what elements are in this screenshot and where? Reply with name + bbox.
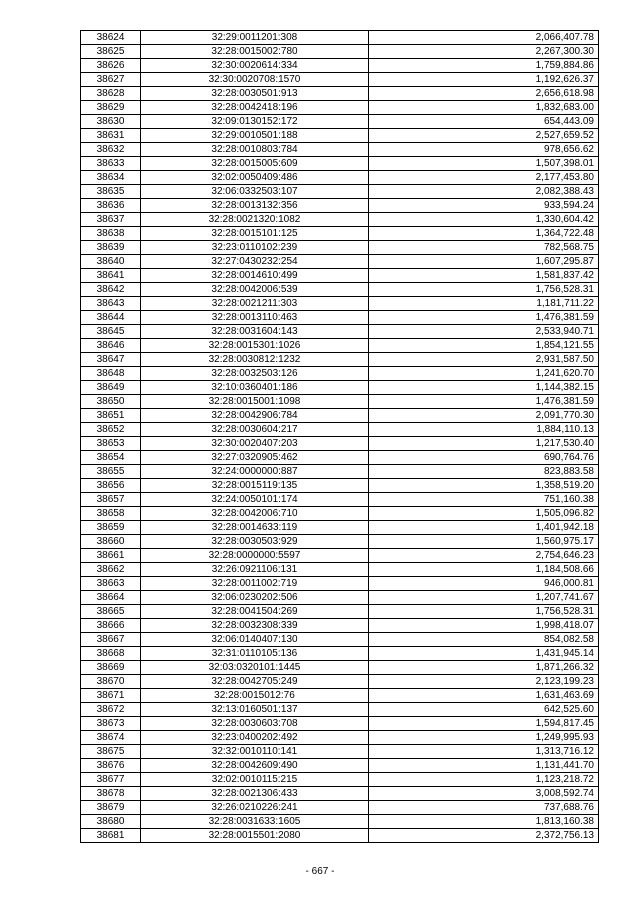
cadastral-number-cell: 32:28:0015012:76 (141, 689, 369, 703)
record-number-cell: 38653 (81, 437, 141, 451)
amount-cell: 2,066,407.78 (369, 31, 599, 45)
cadastral-number-cell: 32:28:0000000:5597 (141, 549, 369, 563)
record-number-cell: 38635 (81, 185, 141, 199)
amount-cell: 654,443.09 (369, 115, 599, 129)
table-row (81, 619, 599, 633)
table-row (81, 101, 599, 115)
amount-cell: 782,568.75 (369, 241, 599, 255)
page-number: - 667 - (305, 866, 335, 877)
table-row (81, 465, 599, 479)
record-number-cell: 38636 (81, 199, 141, 213)
cadastral-number-cell: 32:28:0011002:719 (141, 577, 369, 591)
table-row (81, 227, 599, 241)
amount-cell: 3,008,592.74 (369, 787, 599, 801)
cadastral-number-cell: 32:28:0030503:929 (141, 535, 369, 549)
cadastral-number-cell: 32:28:0015005:609 (141, 157, 369, 171)
table-row (81, 213, 599, 227)
cadastral-number-cell: 32:28:0042906:784 (141, 409, 369, 423)
record-number-cell: 38664 (81, 591, 141, 605)
cadastral-number-cell: 32:29:0011201:308 (141, 31, 369, 45)
amount-cell: 1,594,817.45 (369, 717, 599, 731)
amount-cell: 1,364,722.48 (369, 227, 599, 241)
record-number-cell: 38654 (81, 451, 141, 465)
table-row (81, 745, 599, 759)
record-number-cell: 38627 (81, 73, 141, 87)
table-row (81, 451, 599, 465)
record-number-cell: 38641 (81, 269, 141, 283)
ledger-table-body (81, 31, 599, 843)
record-number-cell: 38679 (81, 801, 141, 815)
table-row (81, 493, 599, 507)
amount-cell: 1,607,295.87 (369, 255, 599, 269)
record-number-cell: 38642 (81, 283, 141, 297)
cadastral-number-cell: 32:28:0015101:125 (141, 227, 369, 241)
cadastral-number-cell: 32:03:0320101:1445 (141, 661, 369, 675)
record-number-cell: 38639 (81, 241, 141, 255)
record-number-cell: 38629 (81, 101, 141, 115)
table-row (81, 423, 599, 437)
amount-cell: 2,931,587.50 (369, 353, 599, 367)
record-number-cell: 38655 (81, 465, 141, 479)
table-row (81, 661, 599, 675)
record-number-cell: 38678 (81, 787, 141, 801)
record-number-cell: 38630 (81, 115, 141, 129)
table-row (81, 171, 599, 185)
cadastral-number-cell: 32:02:0010115:215 (141, 773, 369, 787)
table-row (81, 381, 599, 395)
record-number-cell: 38634 (81, 171, 141, 185)
cadastral-number-cell: 32:27:0430232:254 (141, 255, 369, 269)
record-number-cell: 38677 (81, 773, 141, 787)
table-row (81, 73, 599, 87)
record-number-cell: 38628 (81, 87, 141, 101)
record-number-cell: 38637 (81, 213, 141, 227)
amount-cell: 2,372,756.13 (369, 829, 599, 843)
amount-cell: 1,756,528.31 (369, 605, 599, 619)
cadastral-number-cell: 32:28:0030812:1232 (141, 353, 369, 367)
amount-cell: 854,082.58 (369, 633, 599, 647)
cadastral-number-cell: 32:28:0015119:135 (141, 479, 369, 493)
record-number-cell: 38626 (81, 59, 141, 73)
amount-cell: 933,594.24 (369, 199, 599, 213)
cadastral-number-cell: 32:28:0021306:433 (141, 787, 369, 801)
ledger-table (80, 30, 599, 843)
record-number-cell: 38669 (81, 661, 141, 675)
cadastral-number-cell: 32:26:0210226:241 (141, 801, 369, 815)
table-row (81, 479, 599, 493)
table-row (81, 87, 599, 101)
record-number-cell: 38665 (81, 605, 141, 619)
cadastral-number-cell: 32:30:0020708:1570 (141, 73, 369, 87)
cadastral-number-cell: 32:06:0230202:506 (141, 591, 369, 605)
table-row (81, 563, 599, 577)
record-number-cell: 38663 (81, 577, 141, 591)
amount-cell: 1,505,096.82 (369, 507, 599, 521)
record-number-cell: 38650 (81, 395, 141, 409)
table-row (81, 605, 599, 619)
table-row (81, 269, 599, 283)
amount-cell: 823,883.58 (369, 465, 599, 479)
table-row (81, 241, 599, 255)
cadastral-number-cell: 32:28:0042705:249 (141, 675, 369, 689)
table-row (81, 311, 599, 325)
cadastral-number-cell: 32:06:0332503:107 (141, 185, 369, 199)
cadastral-number-cell: 32:26:0921106:131 (141, 563, 369, 577)
amount-cell: 1,358,519.20 (369, 479, 599, 493)
table-row (81, 829, 599, 843)
record-number-cell: 38656 (81, 479, 141, 493)
cadastral-number-cell: 32:28:0042006:710 (141, 507, 369, 521)
amount-cell: 1,131,441.70 (369, 759, 599, 773)
table-row (81, 689, 599, 703)
record-number-cell: 38645 (81, 325, 141, 339)
record-number-cell: 38647 (81, 353, 141, 367)
table-row (81, 157, 599, 171)
amount-cell: 2,091,770.30 (369, 409, 599, 423)
table-row (81, 703, 599, 717)
record-number-cell: 38680 (81, 815, 141, 829)
cadastral-number-cell: 32:30:0020407:203 (141, 437, 369, 451)
table-row (81, 115, 599, 129)
amount-cell: 642,525.60 (369, 703, 599, 717)
record-number-cell: 38638 (81, 227, 141, 241)
table-row (81, 367, 599, 381)
cadastral-number-cell: 32:28:0031604:143 (141, 325, 369, 339)
cadastral-number-cell: 32:28:0030603:708 (141, 717, 369, 731)
table-row (81, 801, 599, 815)
cadastral-number-cell: 32:28:0014610:499 (141, 269, 369, 283)
record-number-cell: 38657 (81, 493, 141, 507)
record-number-cell: 38666 (81, 619, 141, 633)
cadastral-number-cell: 32:30:0020614:334 (141, 59, 369, 73)
cadastral-number-cell: 32:28:0015001:1098 (141, 395, 369, 409)
table-row (81, 731, 599, 745)
amount-cell: 1,871,266.32 (369, 661, 599, 675)
cadastral-number-cell: 32:28:0041504:269 (141, 605, 369, 619)
table-row (81, 395, 599, 409)
record-number-cell: 38658 (81, 507, 141, 521)
amount-cell: 978,656.62 (369, 143, 599, 157)
cadastral-number-cell: 32:28:0013110:463 (141, 311, 369, 325)
record-number-cell: 38673 (81, 717, 141, 731)
record-number-cell: 38674 (81, 731, 141, 745)
table-row (81, 521, 599, 535)
table-row (81, 577, 599, 591)
table-row (81, 339, 599, 353)
cadastral-number-cell: 32:02:0050409:486 (141, 171, 369, 185)
amount-cell: 1,249,995.93 (369, 731, 599, 745)
record-number-cell: 38633 (81, 157, 141, 171)
amount-cell: 1,401,942.18 (369, 521, 599, 535)
amount-cell: 1,181,711.22 (369, 297, 599, 311)
amount-cell: 1,123,218.72 (369, 773, 599, 787)
record-number-cell: 38661 (81, 549, 141, 563)
record-number-cell: 38676 (81, 759, 141, 773)
cadastral-number-cell: 32:28:0031633:1605 (141, 815, 369, 829)
amount-cell: 1,631,463.69 (369, 689, 599, 703)
record-number-cell: 38675 (81, 745, 141, 759)
table-row (81, 297, 599, 311)
record-number-cell: 38659 (81, 521, 141, 535)
cadastral-number-cell: 32:28:0015002:780 (141, 45, 369, 59)
amount-cell: 2,754,646.23 (369, 549, 599, 563)
table-row (81, 675, 599, 689)
amount-cell: 1,759,884.86 (369, 59, 599, 73)
cadastral-number-cell: 32:28:0015501:2080 (141, 829, 369, 843)
record-number-cell: 38662 (81, 563, 141, 577)
cadastral-number-cell: 32:24:0000000:887 (141, 465, 369, 479)
cadastral-number-cell: 32:28:0015301:1026 (141, 339, 369, 353)
amount-cell: 2,656,618.98 (369, 87, 599, 101)
amount-cell: 1,854,121.55 (369, 339, 599, 353)
cadastral-number-cell: 32:28:0042609:490 (141, 759, 369, 773)
cadastral-number-cell: 32:28:0032503:126 (141, 367, 369, 381)
amount-cell: 1,330,604.42 (369, 213, 599, 227)
cadastral-number-cell: 32:28:0010803:784 (141, 143, 369, 157)
table-row (81, 59, 599, 73)
amount-cell: 1,476,381.59 (369, 395, 599, 409)
amount-cell: 1,756,528.31 (369, 283, 599, 297)
record-number-cell: 38652 (81, 423, 141, 437)
table-row (81, 759, 599, 773)
record-number-cell: 38667 (81, 633, 141, 647)
table-row (81, 549, 599, 563)
record-number-cell: 38632 (81, 143, 141, 157)
table-row (81, 325, 599, 339)
amount-cell: 1,998,418.07 (369, 619, 599, 633)
amount-cell: 1,813,160.38 (369, 815, 599, 829)
table-row (81, 31, 599, 45)
table-row (81, 199, 599, 213)
amount-cell: 1,560,975.17 (369, 535, 599, 549)
amount-cell: 2,177,453.80 (369, 171, 599, 185)
amount-cell: 2,267,300.30 (369, 45, 599, 59)
amount-cell: 2,082,388.43 (369, 185, 599, 199)
table-row (81, 647, 599, 661)
table-row (81, 773, 599, 787)
record-number-cell: 38631 (81, 129, 141, 143)
amount-cell: 751,160.38 (369, 493, 599, 507)
table-row (81, 409, 599, 423)
cadastral-number-cell: 32:32:0010110:141 (141, 745, 369, 759)
cadastral-number-cell: 32:27:0320905:462 (141, 451, 369, 465)
record-number-cell: 38644 (81, 311, 141, 325)
amount-cell: 1,884,110.13 (369, 423, 599, 437)
record-number-cell: 38646 (81, 339, 141, 353)
cadastral-number-cell: 32:06:0140407:130 (141, 633, 369, 647)
cadastral-number-cell: 32:28:0030501:913 (141, 87, 369, 101)
table-row (81, 143, 599, 157)
record-number-cell: 38649 (81, 381, 141, 395)
cadastral-number-cell: 32:24:0050101:174 (141, 493, 369, 507)
record-number-cell: 38624 (81, 31, 141, 45)
table-row (81, 45, 599, 59)
cadastral-number-cell: 32:28:0032308:339 (141, 619, 369, 633)
record-number-cell: 38668 (81, 647, 141, 661)
table-row (81, 185, 599, 199)
record-number-cell: 38625 (81, 45, 141, 59)
cadastral-number-cell: 32:29:0010501:188 (141, 129, 369, 143)
amount-cell: 1,144,382.15 (369, 381, 599, 395)
cadastral-number-cell: 32:31:0110105:136 (141, 647, 369, 661)
record-number-cell: 38648 (81, 367, 141, 381)
amount-cell: 1,184,508.66 (369, 563, 599, 577)
table-row (81, 255, 599, 269)
amount-cell: 1,581,837.42 (369, 269, 599, 283)
cadastral-number-cell: 32:23:0110102:239 (141, 241, 369, 255)
table-row (81, 507, 599, 521)
table-row (81, 633, 599, 647)
record-number-cell: 38651 (81, 409, 141, 423)
table-row (81, 717, 599, 731)
amount-cell: 690,764.76 (369, 451, 599, 465)
amount-cell: 1,476,381.59 (369, 311, 599, 325)
cadastral-number-cell: 32:28:0013132:356 (141, 199, 369, 213)
cadastral-number-cell: 32:28:0042418:196 (141, 101, 369, 115)
table-row (81, 591, 599, 605)
table-row (81, 353, 599, 367)
cadastral-number-cell: 32:09:0130152:172 (141, 115, 369, 129)
cadastral-number-cell: 32:23:0400202:492 (141, 731, 369, 745)
cadastral-number-cell: 32:28:0014633:119 (141, 521, 369, 535)
table-row (81, 815, 599, 829)
amount-cell: 1,207,741.67 (369, 591, 599, 605)
amount-cell: 1,192,626.37 (369, 73, 599, 87)
record-number-cell: 38643 (81, 297, 141, 311)
cadastral-number-cell: 32:28:0042006:539 (141, 283, 369, 297)
table-row (81, 129, 599, 143)
cadastral-number-cell: 32:13:0160501:137 (141, 703, 369, 717)
amount-cell: 1,241,620.70 (369, 367, 599, 381)
record-number-cell: 38640 (81, 255, 141, 269)
table-row (81, 283, 599, 297)
record-number-cell: 38681 (81, 829, 141, 843)
amount-cell: 1,431,945.14 (369, 647, 599, 661)
table-row (81, 535, 599, 549)
amount-cell: 1,832,683.00 (369, 101, 599, 115)
cadastral-number-cell: 32:28:0021320:1082 (141, 213, 369, 227)
table-row (81, 437, 599, 451)
record-number-cell: 38672 (81, 703, 141, 717)
amount-cell: 2,533,940.71 (369, 325, 599, 339)
amount-cell: 2,123,199.23 (369, 675, 599, 689)
amount-cell: 1,313,716.12 (369, 745, 599, 759)
amount-cell: 1,217,530.40 (369, 437, 599, 451)
record-number-cell: 38660 (81, 535, 141, 549)
record-number-cell: 38670 (81, 675, 141, 689)
table-row (81, 787, 599, 801)
amount-cell: 737,688.76 (369, 801, 599, 815)
cadastral-number-cell: 32:10:0360401:186 (141, 381, 369, 395)
amount-cell: 2,527,659.52 (369, 129, 599, 143)
amount-cell: 946,000.81 (369, 577, 599, 591)
amount-cell: 1,507,398.01 (369, 157, 599, 171)
record-number-cell: 38671 (81, 689, 141, 703)
cadastral-number-cell: 32:28:0030604:217 (141, 423, 369, 437)
cadastral-number-cell: 32:28:0021211:303 (141, 297, 369, 311)
